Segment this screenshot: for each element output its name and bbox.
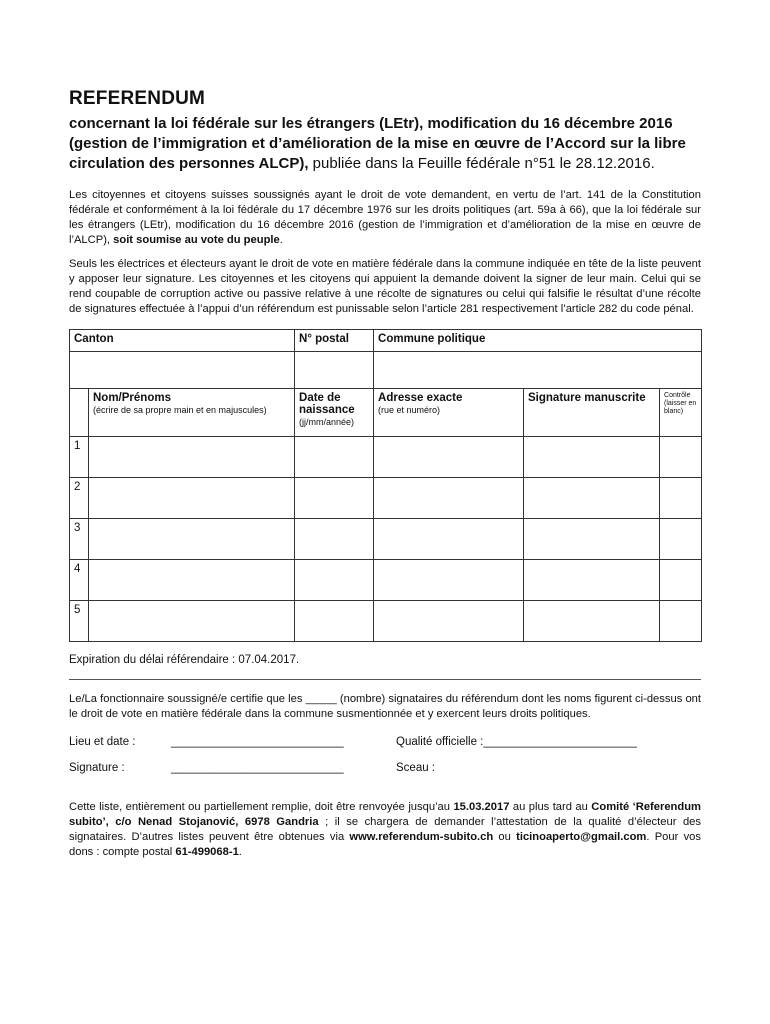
address-cell[interactable] [374, 560, 524, 601]
commune-header: Commune politique [374, 330, 702, 352]
dob-header [295, 389, 374, 437]
signature-cell[interactable] [524, 601, 660, 642]
name-cell[interactable] [89, 560, 295, 601]
dob-cell[interactable] [295, 519, 374, 560]
signature-cell[interactable] [524, 437, 660, 478]
address-cell[interactable] [374, 478, 524, 519]
signature-cell[interactable] [524, 478, 660, 519]
return-date: 15.03.2017 [453, 801, 510, 813]
intro-end: . [279, 234, 283, 246]
subtitle-bold: concernant la loi fédérale sur les étrangers (LEtr), modification du 16 décembre 2016 (gestion de l’immigration et d’amélioration de la mise en œuvre de l’Accord sur la libre circulation des personnes ALCP), [69, 115, 686, 172]
dob-cell[interactable] [295, 601, 374, 642]
signature-row [69, 762, 701, 774]
row-number: 2 [70, 478, 89, 519]
intro-paragraph-1 [69, 188, 701, 248]
expiry-notice: Expiration du délai référendaire : 07.04.2017. [69, 654, 300, 666]
control-header-label: Contrôle [664, 392, 691, 399]
postal-account: 61-499068-1 [175, 846, 239, 858]
table-row [70, 560, 702, 601]
canton-field[interactable] [70, 352, 295, 389]
control-cell [660, 478, 702, 519]
control-cell [660, 601, 702, 642]
signature-table [69, 329, 702, 642]
commune-field[interactable] [374, 352, 702, 389]
footer-part: . [238, 846, 242, 858]
address-header-label: Adresse exacte [378, 392, 463, 404]
footer-part: ; il se chargera de demander l’attestation de la qualité d’électeur des signataires. D’autres listes peuvent être obtenues via [69, 816, 701, 843]
address-cell[interactable] [374, 437, 524, 478]
row-number-header [70, 389, 89, 437]
footer-part: ou [493, 831, 517, 843]
seal-label: Sceau : [396, 762, 435, 774]
website-link[interactable]: www.referendum-subito.ch [349, 831, 494, 843]
control-cell [660, 560, 702, 601]
name-cell[interactable] [89, 478, 295, 519]
committee-address: Comité ‘Referendum subito’, c/o Nenad Stojanović, 6978 Gandria [69, 801, 702, 828]
name-cell[interactable] [89, 601, 295, 642]
address-cell[interactable] [374, 519, 524, 560]
signature-header-label: Signature manuscrite [528, 392, 646, 404]
signature-label: Signature : [69, 762, 125, 774]
canton-header: Canton [70, 330, 295, 352]
name-cell[interactable] [89, 437, 295, 478]
table-row [70, 478, 702, 519]
official-label: Qualité officielle : [396, 736, 484, 748]
intro-bold: soit soumise au vote du peuple [110, 234, 280, 246]
table-row [70, 601, 702, 642]
intro-main: Les citoyennes et citoyens suisses soussignés ayant le droit de vote demandent, en vertu de l’art. 141 de la Constitution fédérale et conformément à la loi fédérale du 17 décembre 1976 sur les droits politiques (art. 59a à 66), que la loi fédérale sur les étrangers (LEtr), modification du 16 décembre 2016 (gestion de l’immigration et d’amélioration de la mise en œuvre de l’ALCP), [69, 189, 701, 246]
referendum-form [69, 88, 701, 869]
postal-header: N° postal [295, 330, 374, 352]
place-date-field[interactable]: ___________________________ [171, 736, 344, 748]
address-cell[interactable] [374, 601, 524, 642]
intro-paragraph-2: Seuls les électrices et électeurs ayant le droit de vote en matière fédérale dans la commune indiquée en tête de la liste peuvent y apposer leur signature. Les citoyennes et les citoyens qui appuient la demande doivent la signer de leur main. Celui qui se rend coupable de corruption active ou passive relative à une récolte de signatures ou celui qui falsifie le résultat d’une récolte de signatures effectuée à l’appui d’un référendum est punissable selon l’article 281 respectivement l’article 282 du code pénal. [69, 258, 701, 315]
row-number: 5 [70, 601, 89, 642]
footer-text [69, 800, 701, 860]
dob-header-note: (jj/mm/année) [299, 417, 355, 427]
row-number: 3 [70, 519, 89, 560]
footer-part: au plus tard au [509, 801, 592, 813]
row-number: 1 [70, 437, 89, 478]
footer-part: . Pour vos dons : compte postal [69, 831, 701, 858]
postal-field[interactable] [295, 352, 374, 389]
control-cell [660, 437, 702, 478]
certification-text: Le/La fonctionnaire soussigné/e certifie que les _____ (nombre) signataires du référendum dont les noms figurent ci-dessus ont le droit de vote en matière fédérale dans la commune susmentionnée et y exercent leurs droits politiques. [69, 693, 701, 720]
signature-cell[interactable] [524, 519, 660, 560]
subtitle [69, 114, 701, 174]
control-header [660, 389, 702, 437]
row-number: 4 [70, 560, 89, 601]
name-header-label: Nom/Prénoms [93, 392, 171, 404]
divider [69, 679, 701, 680]
control-cell [660, 519, 702, 560]
dob-cell[interactable] [295, 437, 374, 478]
name-cell[interactable] [89, 519, 295, 560]
name-header [89, 389, 295, 437]
table-row [70, 437, 702, 478]
address-header-note: (rue et numéro) [378, 405, 441, 415]
place-date-row [69, 736, 701, 748]
signature-header [524, 389, 660, 437]
control-header-note: (laisser en blanc) [664, 400, 697, 415]
subtitle-normal: publiée dans la Feuille fédérale n°51 le 28.12.2016. [308, 155, 655, 172]
footer-part: Cette liste, entièrement ou partiellement remplie, doit être renvoyée jusqu’au [69, 801, 454, 813]
signature-cell[interactable] [524, 560, 660, 601]
page-title: REFERENDUM [69, 88, 206, 109]
place-date-label: Lieu et date : [69, 736, 136, 748]
address-header [374, 389, 524, 437]
dob-cell[interactable] [295, 560, 374, 601]
table-row [70, 519, 702, 560]
name-header-note: (écrire de sa propre main et en majuscules) [93, 405, 267, 415]
dob-header-label: Date de naissance [299, 392, 355, 416]
dob-cell[interactable] [295, 478, 374, 519]
email-link[interactable]: ticinoaperto@gmail.com [516, 831, 647, 843]
official-signature-field[interactable]: ___________________________ [171, 762, 344, 774]
official-field[interactable]: ________________________ [483, 736, 637, 748]
